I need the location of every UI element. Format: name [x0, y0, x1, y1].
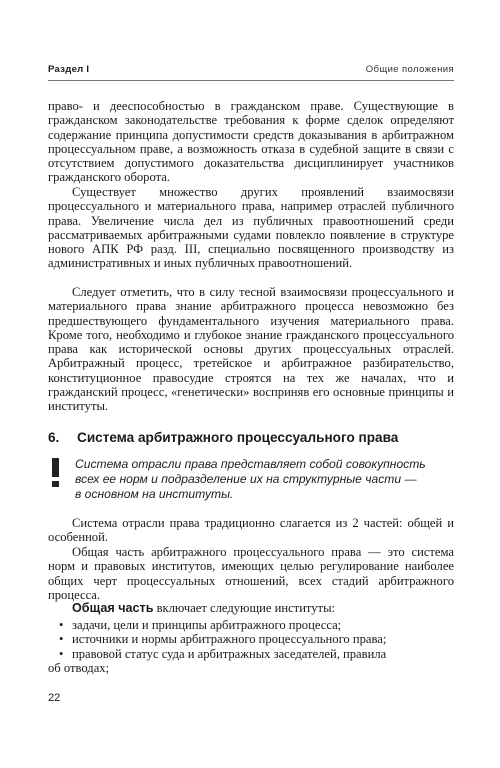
paragraph-1: право- и дееспособностью в гражданском праве. Существующие в гражданском законодательстве требования к форме сделок определяют содержание принципа допустимости средств доказывания в арбитражном процессуальном праве, а возможность отказа в судебной защите в связи с отсутствием допустимого доказательства дисциплинирует участников гражданского оборота.: [48, 99, 454, 185]
note-line: Система отрасли права представляет собой совокупность: [75, 457, 426, 471]
bullet-icon: •: [59, 632, 64, 647]
running-header: [48, 62, 454, 80]
paragraph-3: Следует отметить, что в силу тесной взаимосвязи процессуального и материального права знание арбитражного процесса невозможно без предшествующего фундаментального изучения материального права. Кроме того, необходимо и глубокое знание гражданского процессуального права как исторической основы других процессуальных отраслей. Арбитражный процесс, третейское и арбитражное разбирательство, конституционное правосудие строятся на тех же началах, что и гражданский процесс, «генетически» восприняв его основные принципы и институты.: [48, 285, 454, 414]
definition-note: [75, 457, 451, 502]
bullet-icon: •: [59, 646, 64, 661]
bullet-icon: •: [59, 618, 64, 632]
list-item: • задачи, цели и принципы арбитражного процесса;: [59, 618, 342, 632]
paragraph-4: Система отрасли права традиционно слагается из 2 частей: общей и особенной.: [48, 516, 454, 545]
section-title: Система арбитражного процессуального права: [77, 430, 399, 445]
general-part-lead-text: включает следующие институты:: [153, 601, 336, 615]
page-number: 22: [48, 692, 61, 704]
section-label: Раздел I: [48, 64, 90, 75]
section-heading: [48, 429, 454, 446]
header-divider: [48, 80, 454, 81]
exclamation-icon: [50, 458, 62, 490]
institutes-list: [48, 618, 454, 675]
note-line: всех ее норм и подразделение их на структурные части —: [75, 472, 417, 486]
list-item-continuation: об отводах;: [48, 660, 110, 675]
general-part-term: Общая часть: [72, 601, 154, 615]
note-line: в основном на институты.: [75, 487, 234, 501]
list-item: • правовой статус суда и арбитражных заседателей, правила об отводах;: [48, 647, 454, 676]
list-item: • источники и нормы арбитражного процессуального права;: [59, 632, 387, 647]
section-number: 6.: [48, 430, 60, 445]
general-part-lead: [48, 601, 454, 615]
paragraph-5: Общая часть арбитражного процессуального права — это система норм и правовых институтов, имеющих целью регулирование наиболее общих черт процессуальных отношений, всех стадий арбитражного процесса.: [48, 545, 454, 602]
chapter-label: Общие положения: [365, 64, 454, 75]
paragraph-2: Существует множество других проявлений взаимосвязи процессуального и материального права, например отраслей публичного права. Увеличение числа дел из публичных правоотношений среди рассматриваемых арбитражными судами повлекло появление в структуре нового АПК РФ разд. III, специально посвященного производству из административных и иных публичных правоотношений.: [48, 185, 454, 271]
